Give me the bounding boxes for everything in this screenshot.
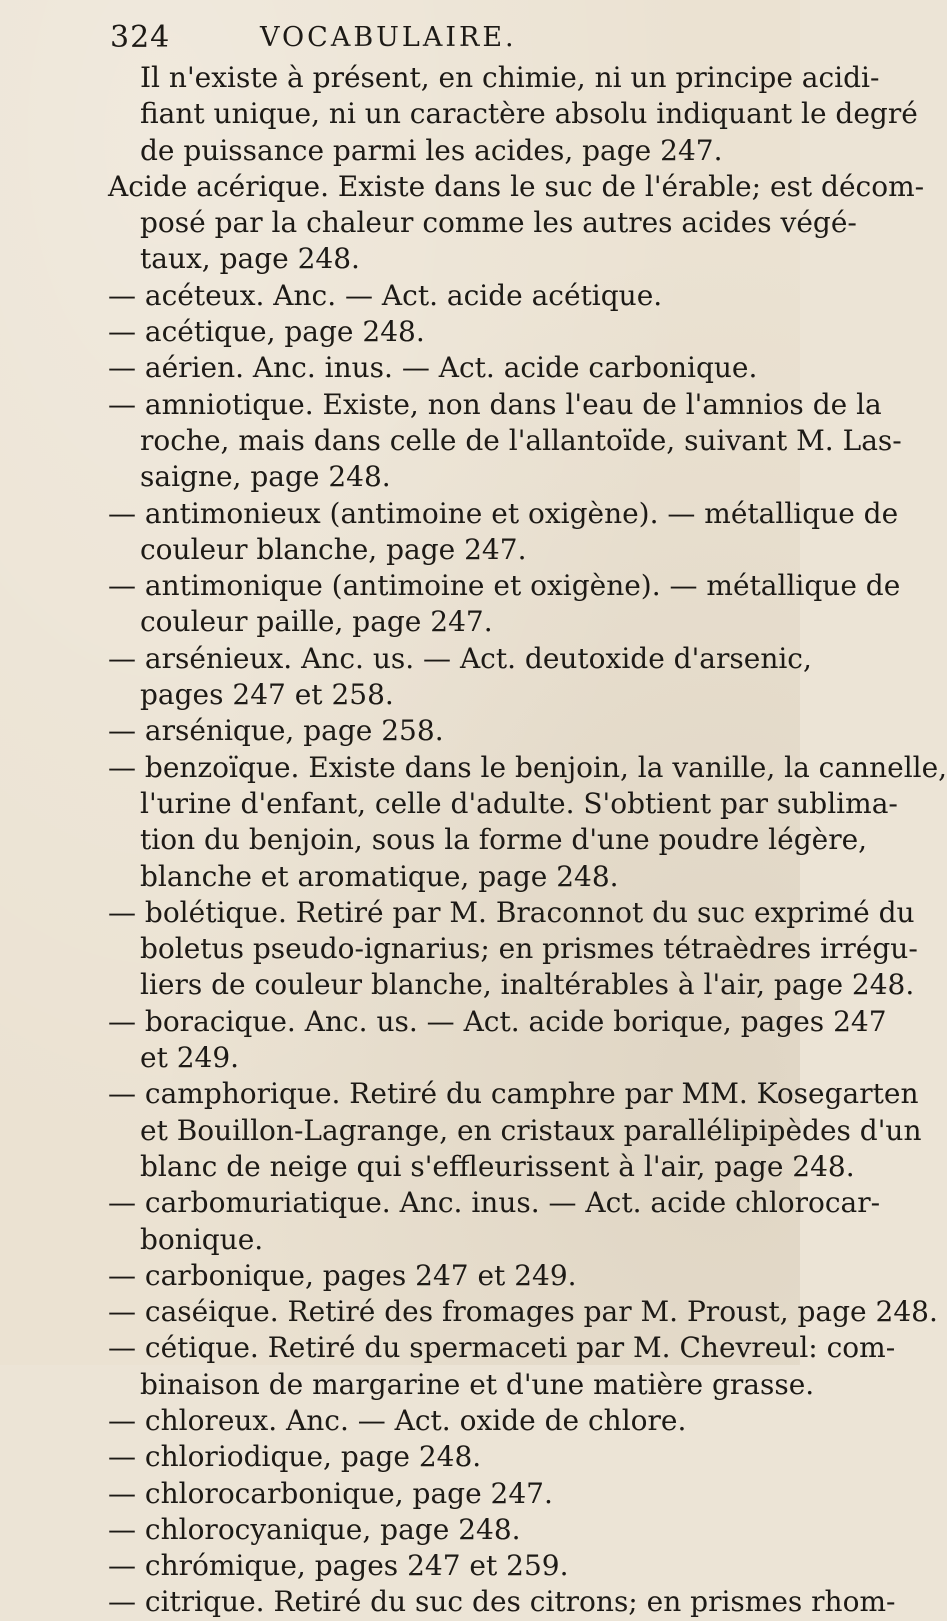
text-line: binaison de margarine et d'une matière grasse. — [140, 1367, 815, 1401]
text-line: Acide acérique. Existe dans le suc de l'érable; est décom- — [108, 169, 925, 203]
text-line: — carbonique, pages 247 et 249. — [108, 1258, 577, 1292]
text-line: blanche et aromatique, page 248. — [140, 859, 619, 893]
text-line: et Bouillon-Lagrange, en cristaux parallélipipèdes d'un — [140, 1113, 922, 1147]
text-line: couleur blanche, page 247. — [140, 532, 527, 566]
text-line: l'urine d'enfant, celle d'adulte. S'obtient par sublima- — [140, 786, 898, 820]
text-line: roche, mais dans celle de l'allantoïde, suivant M. Las- — [140, 423, 902, 457]
text-line: — antimonique (antimoine et oxigène). — métallique de — [108, 569, 901, 603]
text-line: liers de couleur blanche, inaltérables à l'air, page 248. — [140, 968, 915, 1002]
text-line: — camphorique. Retiré du camphre par MM. Kosegarten — [108, 1077, 919, 1111]
text-line: blanc de neige qui s'effleurissent à l'air, page 248. — [140, 1149, 855, 1183]
text-line: Il n'existe à présent, en chimie, ni un principe acidi- — [140, 61, 880, 94]
text-line: — aérien. Anc. inus. — Act. acide carbonique. — [108, 351, 758, 385]
text-line: — acéteux. Anc. — Act. acide acétique. — [108, 278, 663, 312]
text-line: taux, page 248. — [140, 242, 360, 276]
text-line: et 249. — [140, 1041, 240, 1075]
text-line: — chloreux. Anc. — Act. oxide de chlore. — [108, 1403, 687, 1437]
text-line: — antimonieux (antimoine et oxigène). — métallique de — [108, 496, 899, 530]
text-line: pages 247 et 258. — [140, 678, 394, 712]
page-number: 324 — [110, 20, 171, 55]
running-title: VOCABULAIRE. — [260, 22, 517, 53]
text-line: — cétique. Retiré du spermaceti par M. Chevreul: com- — [108, 1331, 896, 1365]
text-line: bonique. — [140, 1222, 264, 1256]
text-line: — caséique. Retiré des fromages par M. Proust, page 248. — [108, 1295, 938, 1329]
text-line: — bolétique. Retiré par M. Braconnot du suc exprimé du — [108, 895, 915, 929]
text-line: de puissance parmi les acides, page 247. — [140, 133, 723, 167]
text-line: posé par la chaleur comme les autres acides végé- — [140, 206, 857, 240]
text-line: fiant unique, ni un caractère absolu indiquant le degré — [140, 97, 918, 131]
vocabulary-entries — [108, 60, 947, 1621]
text-line: — chlorocarbonique, page 247. — [108, 1476, 553, 1510]
text-line: — benzoïque. Existe dans le benjoin, la vanille, la cannelle, — [108, 750, 947, 784]
text-line: boletus pseudo-ignarius; en prismes tétraèdres irrégu- — [140, 932, 918, 966]
text-line: — arsénieux. Anc. us. — Act. deutoxide d'arsenic, — [108, 641, 812, 675]
page-header — [110, 10, 670, 56]
text-line: — acétique, page 248. — [108, 315, 425, 349]
text-line: tion du benjoin, sous la forme d'une poudre légère, — [140, 823, 868, 857]
text-line: — amniotique. Existe, non dans l'eau de l'amnios de la — [108, 387, 882, 421]
text-line: — arsénique, page 258. — [108, 714, 444, 748]
text-line: — chrómique, pages 247 et 259. — [108, 1549, 569, 1583]
text-line: — carbomuriatique. Anc. inus. — Act. acide chlorocar- — [108, 1186, 881, 1220]
text-line: couleur paille, page 247. — [140, 605, 493, 639]
text-line: — chloriodique, page 248. — [108, 1440, 482, 1474]
text-line: — citrique. Retiré du suc des citrons; en prismes rhom- — [108, 1585, 896, 1619]
text-line: — chlorocyanique, page 248. — [108, 1512, 521, 1546]
text-line: — boracique. Anc. us. — Act. acide borique, pages 247 — [108, 1004, 887, 1038]
text-line: saigne, page 248. — [140, 460, 391, 494]
